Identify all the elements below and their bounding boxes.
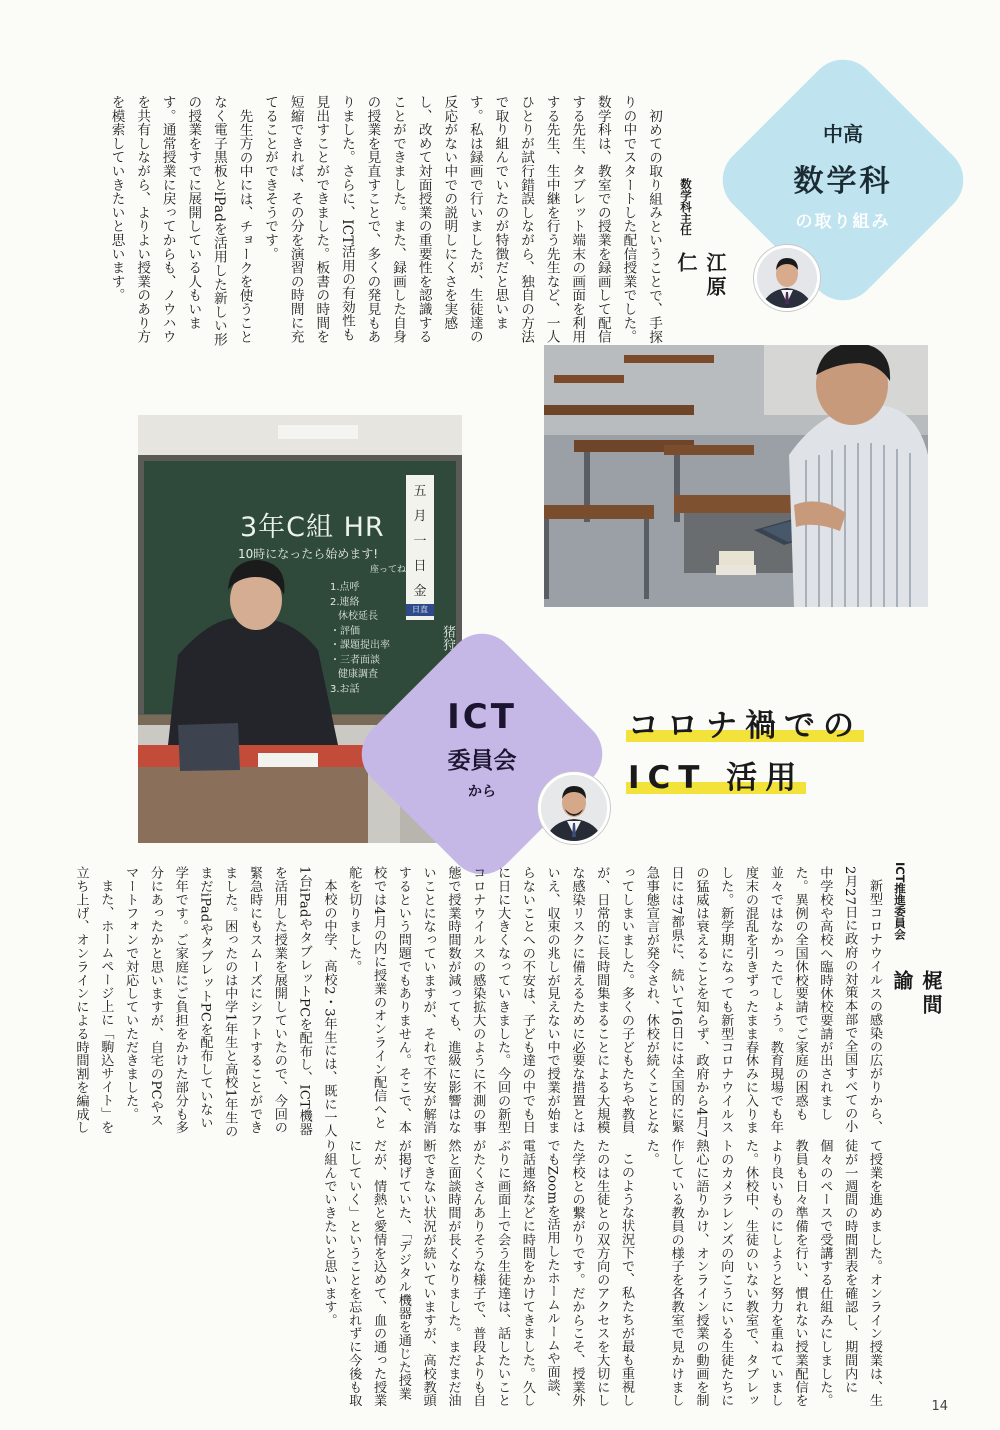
math-paragraph-2: 先生方の中には、チョークを使うことなく電子黒板とiPadを活用した新しい形の授業をすでに展開している人もいます。通常授業に戻ってからも、ノウハウを共有しながら、よりよい授業のあり方を模索していきたいと思います。 — [108, 95, 253, 347]
chalkboard-note: 座ってね — [370, 565, 407, 575]
ict-article-body — [54, 866, 886, 1411]
math-badge-line2: 数学科 — [793, 164, 893, 199]
chalkboard-item: 健康調査 — [338, 669, 378, 680]
chalkboard-item: 休校延長 — [338, 611, 378, 622]
ict-paragraph-3: また、ホームページ上に「駒込サイト」を立ち上げ、オンラインによる時間割を編成して授業を進めました。オンライン授業は、生徒が一週間の時間割表を確認し、期間内に個々のペースで受講する仕組みにしました。教員も日々準備を行い、慣れない授業配信をより良いものにしようと努力を重ねていました。休校中、生徒のいない教室で、タブレットのカメラレンズの向こうにいる生徒たちに熱心に語りかけ、オンライン授業の動画を制作している教員の様子を各教室で見かけました。 — [73, 866, 882, 1407]
math-badge-line1: 中高 — [823, 122, 863, 146]
ict-badge-line1: ICT — [447, 697, 517, 737]
math-author-role: 数学科主任 — [679, 178, 693, 236]
ict-teacher-avatar — [538, 772, 610, 844]
math-article-body — [62, 95, 666, 347]
date-char: 五 — [413, 484, 427, 499]
ict-headline-line1: コロナ禍での — [628, 708, 862, 744]
math-author-name: 江原 仁 — [674, 252, 727, 300]
date-char: 月 — [413, 509, 427, 524]
ict-badge-line3: から — [468, 784, 496, 800]
chalkboard-list — [330, 581, 390, 697]
ict-badge-line2: 委員会 — [447, 748, 517, 774]
chalkboard-date-strip — [406, 475, 434, 620]
duty-name: 猪狩 — [440, 625, 455, 651]
chalkboard-title: 3年C組 HR — [240, 512, 385, 543]
chalkboard-item: 1.点呼 — [330, 582, 360, 593]
date-char: 金 — [413, 584, 427, 599]
date-char: 日 — [413, 559, 427, 574]
ict-paragraph-4: このような状況下で、私たちが最も重視したのは生徒との双方向のアクセスを大切にした学校との繋がりです。だからこそ、授業外でもZoomを活用したホームルームや面談、電話連絡などに時間をかけてきました。久しぶりに画面上で会う生徒達は、話したいことがたくさんありそうな様子で、普段よりも自然と面談時間が長くなりました。まだまだ油断できない状況が続いていますが、高校教頭が掲げていた、「デジタル機器を通じた授業だが、情熱と愛情を込めて、血の通った授業にしていく」ということを忘れずに今後も取り組んでいきたいと思います。 — [321, 1138, 635, 1407]
ict-paragraph-2: 本校の中学、高校2・3年生には、既に一人1台iPadやタブレットPCを配布し、ICT機器を活用した授業を展開していたので、今回の緊急時にもスムーズにシフトすることができました。困ったのは中学1年生と高校1年生のまだiPadやタブレットPCを配布していない学年です。ご家庭にご負担をかけた部分も多分にあったかと思いますが、自宅のPCやスマートフォンで対応していただきました。 — [123, 866, 337, 1138]
math-badge-line3: の取り組み — [795, 212, 891, 232]
chalkboard-item: ・三者面談 — [330, 654, 380, 666]
math-paragraph-1: 初めての取り組みということで、手探りの中でスタートした配信授業でした。数学科は、教室での授業を録画して配信する先生、タブレット端末の画面を利用する先生、生中継を行う先生など、一人ひとりが試行錯誤しながら、独自の方法で取り組んでいたのが特徴だと思います。私は録画で行いましたが、生徒達の反応がない中での説明しにくさを実感し、改めて対面授業の重要性を認識することができました。また、録画した自身の授業を見直すことで、多くの発見もありました。さらに、ICT活用の有効性も見出すことができました。板書の時間を短縮できれば、その分を演習の時間に充てることができそうです。 — [262, 95, 662, 344]
date-char: 一 — [413, 534, 427, 549]
duty-label: 日直 — [406, 604, 434, 616]
math-teacher-avatar — [754, 245, 820, 311]
chalkboard-item: ・評価 — [330, 625, 360, 637]
teacher-recording-photo — [544, 345, 928, 607]
ict-headline-line2: ICT 活用 — [628, 760, 805, 796]
ict-paragraph-1: 新型コロナウイルスの感染の広がりから、2月27日に政府の対策本部で全国すべての小中学校や高校へ臨時休校要請が出されました。異例の全国休校要請でご家庭の困惑も並々ではなかったでしょう。教育現場でも年度末の混乱を引きずったまま春休みに入りました。新学期になっても新型コロナウイルスの猛威は衰えることを知らず、政府から4月7日には7都県に、続いて16日には全国的に緊急事態宣言が発令され、休校が続くこととなってしまいました。多くの子どもたちや教員が、日常的に長時間集まることによる大規模な感染リスクに備えるために必要な措置とはいえ、収束の兆しが見えない中で授業が始まらないことへの不安は、子ども達の中でも日に日に大きくなっていきました。今回の新型コロナウイルスの感染拡大のように不測の事態で授業時間数が減っても、進級に影響はないことになっていますが、それで不安が解消するという問題でもありません。そこで、本校では4月の内に授業のオンライン配信へと舵を切りました。 — [346, 866, 882, 1138]
chalkboard-item: ・課題提出率 — [330, 640, 390, 651]
ict-author-name: 梶間 諭 — [890, 970, 943, 1018]
chalkboard-subtitle: 10時になったら始めます! — [238, 547, 379, 561]
page-number: 14 — [931, 1399, 948, 1414]
chalkboard-item: 3.お話 — [330, 683, 360, 695]
ict-author-role: ICT推進委員会 — [893, 862, 907, 941]
chalkboard-item: 2.連絡 — [330, 596, 360, 608]
